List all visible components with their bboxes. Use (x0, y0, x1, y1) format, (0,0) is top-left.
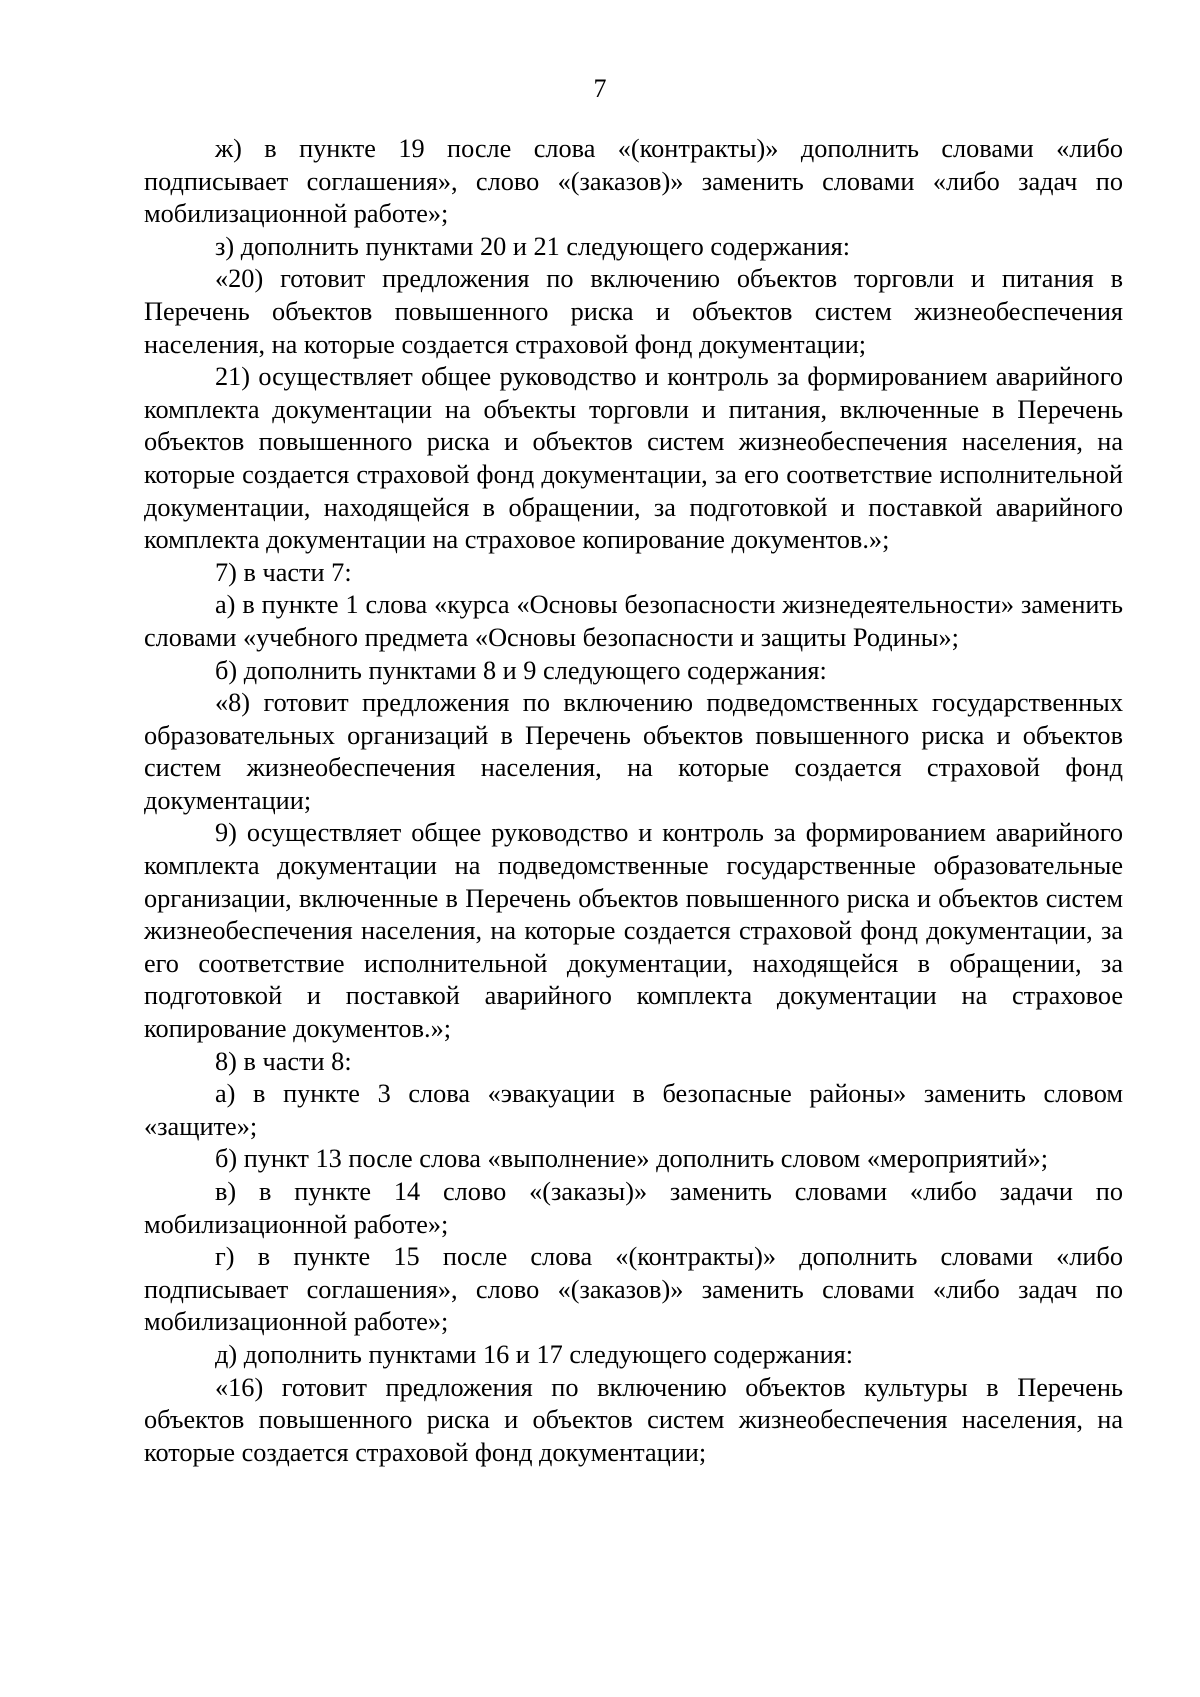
paragraph: б) пункт 13 после слова «выполнение» дополнить словом «мероприятий»; (215, 1144, 1049, 1174)
paragraph: 21) осуществляет общее руководство и контроль за формированием аварийного комплекта документации на объекты торговли и питания, включенные в Перечень объектов повышенного риска и объектов систем жизнеобеспечения населения, на которые создается страховой фонд документации, за его соответствие исполнительной документации, находящейся в обращении, за подготовкой и поставкой аварийного комплекта документации на страховое копирование документов.»; (144, 362, 1123, 555)
paragraph: «20) готовит предложения по включению объектов торговли и питания в Перечень объектов повышенного риска и объектов систем жизнеобеспечения населения, на которые создается страховой фонд документации; (144, 264, 1123, 359)
paragraph: б) дополнить пунктами 8 и 9 следующего содержания: (215, 655, 827, 685)
paragraph: «8) готовит предложения по включению подведомственных государственных образовательных организаций в Перечень объектов повышенного риска и объектов систем жизнеобеспечения населения, на которые создается страховой фонд документации; (144, 688, 1123, 815)
paragraph: а) в пункте 1 слова «курса «Основы безопасности жизнедеятельности» заменить словами «учебного предмета «Основы безопасности и защиты Родины»; (144, 590, 1123, 652)
paragraph: г) в пункте 15 после слова «(контракты)» дополнить словами «либо подписывает соглашения», слово «(заказов)» заменить словами «либо задач по мобилизационной работе»; (144, 1242, 1123, 1337)
paragraph: 8) в части 8: (215, 1046, 352, 1076)
page-number: 7 (593, 74, 607, 103)
paragraph: 7) в части 7: (215, 557, 352, 587)
paragraph: 9) осуществляет общее руководство и контроль за формированием аварийного комплекта документации на подведомственные государственные образовательные организации, включенные в Перечень объектов повышенного риска и объектов систем жизнеобеспечения населения, на которые создается страховой фонд документации, за его соответствие исполнительной документации, находящейся в обращении, за подготовкой и поставкой аварийного комплекта документации на страховое копирование документов.»; (144, 818, 1123, 1044)
paragraph: а) в пункте 3 слова «эвакуации в безопасные районы» заменить словом «защите»; (144, 1079, 1123, 1141)
paragraph: «16) готовит предложения по включению объектов культуры в Перечень объектов повышенного риска и объектов систем жизнеобеспечения населения, на которые создается страховой фонд документации; (144, 1372, 1123, 1467)
paragraph: з) дополнить пунктами 20 и 21 следующего содержания: (215, 231, 851, 261)
paragraph: ж) в пункте 19 после слова «(контракты)» дополнить словами «либо подписывает соглашения», слово «(заказов)» заменить словами «либо задач по мобилизационной работе»; (144, 134, 1123, 229)
document-body (144, 133, 1123, 1469)
paragraph: д) дополнить пунктами 16 и 17 следующего содержания: (215, 1339, 854, 1369)
paragraph: в) в пункте 14 слово «(заказы)» заменить словами «либо задачи по мобилизационной работе»; (144, 1177, 1123, 1239)
